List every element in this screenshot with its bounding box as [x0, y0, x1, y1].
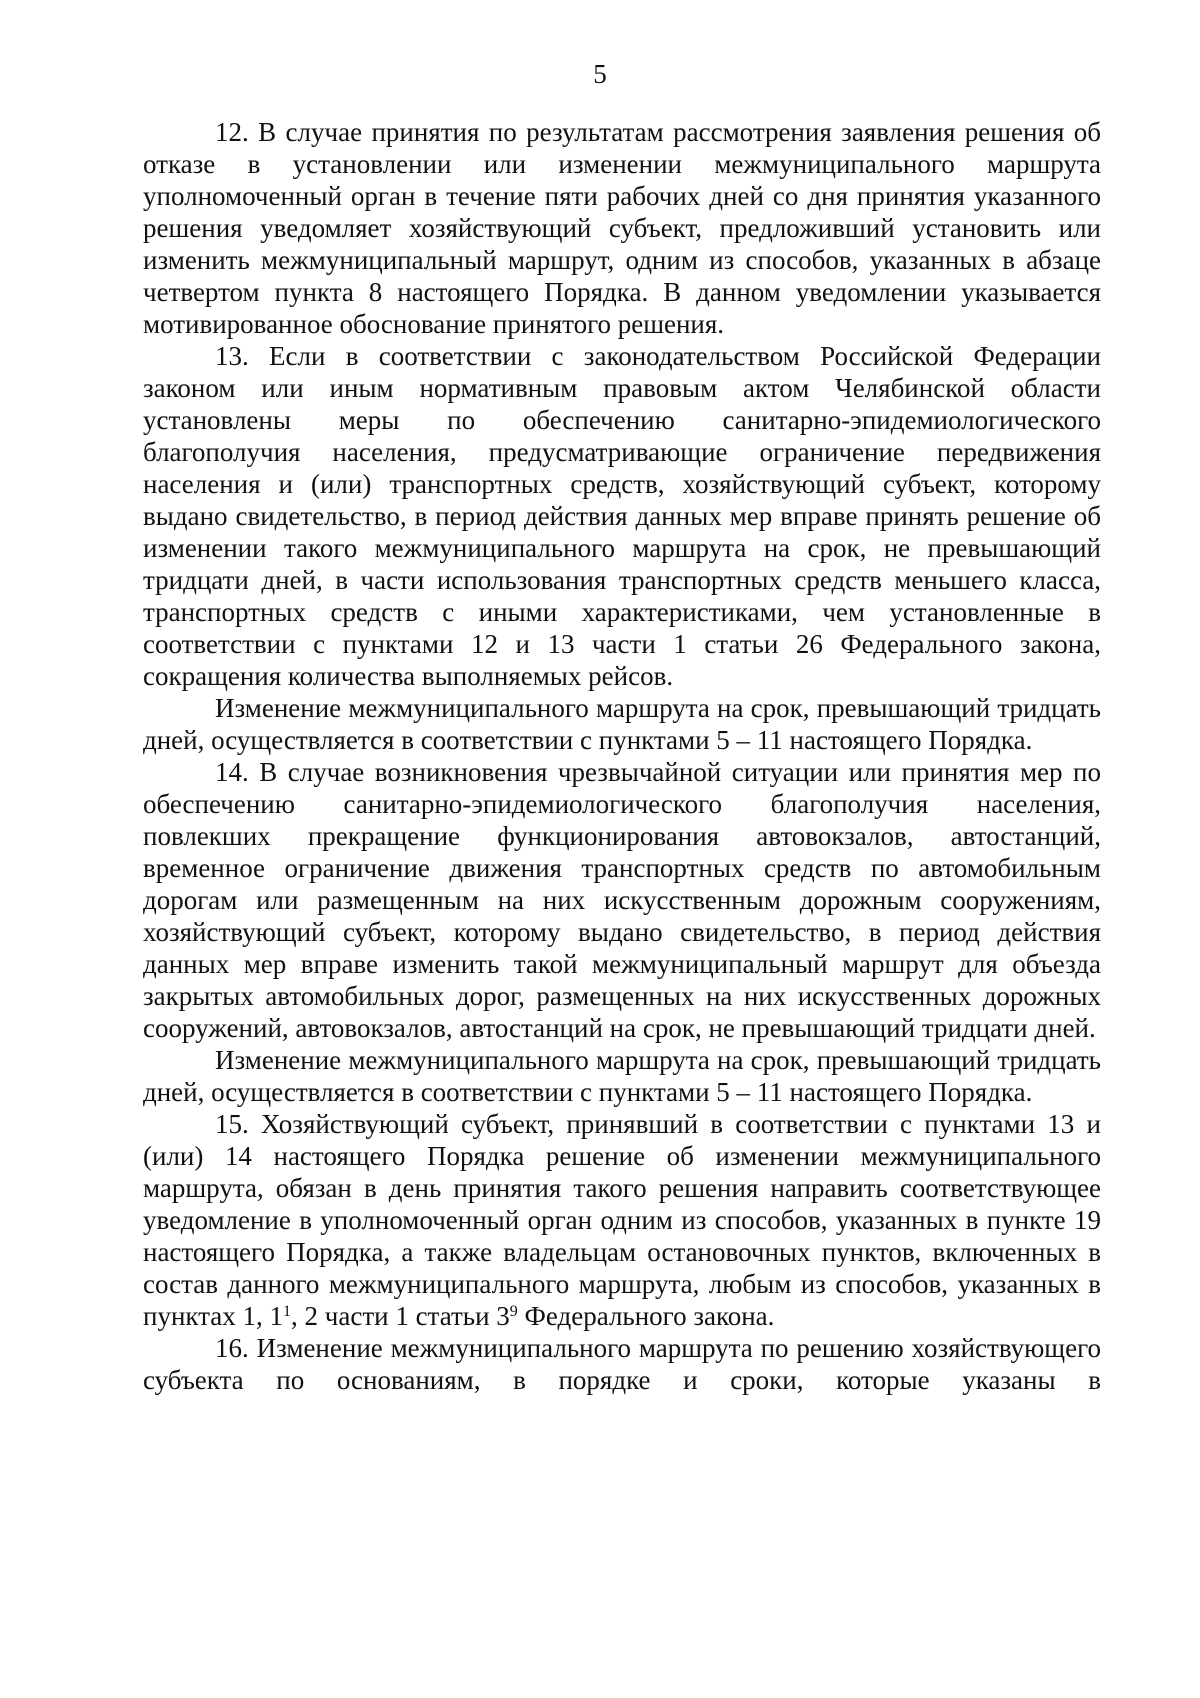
document-body — [143, 116, 1101, 1396]
paragraph-15-middle: , 2 части 1 статьи 3 — [291, 1301, 510, 1331]
paragraph-13: 13. Если в соответствии с законодательством Российской Федерации законом или иным нормативным правовым актом Челябинской области установлены меры по обеспечению санитарно-эпидемиологического благополучия населения, предусматривающие ограничение передвижения населения и (или) транспортных средств, хозяйствующий субъект, которому выдано свидетельство, в период действия данных мер вправе принять решение об изменении такого межмуниципального маршрута на срок, не превышающий тридцати дней, в части использования транспортных средств меньшего класса, транспортных средств с иными характеристиками, чем установленные в соответствии с пунктами 12 и 13 части 1 статьи 26 Федерального закона, сокращения количества выполняемых рейсов. — [143, 341, 1101, 691]
page-number: 5 — [593, 59, 607, 89]
paragraph-14-extension: Изменение межмуниципального маршрута на срок, превышающий тридцать дней, осуществляется в соответствии с пунктами 5 – 11 настоящего Порядка. — [143, 1045, 1101, 1107]
paragraph-13-extension: Изменение межмуниципального маршрута на срок, превышающий тридцать дней, осуществляется в соответствии с пунктами 5 – 11 настоящего Порядка. — [143, 693, 1101, 755]
paragraph-15-text: 15. Хозяйствующий субъект, принявший в соответствии с пунктами 13 и (или) 14 настоящего Порядка решение об изменении межмуниципального маршрута, обязан в день принятия такого решения направить соответствующее уведомление в уполномоченный орган одним из способов, указанных в пункте 19 настоящего Порядка, а также владельцам остановочных пунктов, включенных в состав данного межмуниципального маршрута, любым из способов, указанных в пунктах 1, 1 — [143, 1109, 1101, 1331]
paragraph-12: 12. В случае принятия по результатам рассмотрения заявления решения об отказе в установлении или изменении межмуниципального маршрута уполномоченный орган в течение пяти рабочих дней со дня принятия указанного решения уведомляет хозяйствующий субъект, предложивший установить или изменить межмуниципальный маршрут, одним из способов, указанных в абзаце четвертом пункта 8 настоящего Порядка. В данном уведомлении указывается мотивированное обоснование принятого решения. — [143, 117, 1101, 339]
paragraph-14: 14. В случае возникновения чрезвычайной ситуации или принятия мер по обеспечению санитарно-эпидемиологического благополучия населения, повлекших прекращение функционирования автовокзалов, автостанций, временное ограничение движения транспортных средств по автомобильным дорогам или размещенным на них искусственным дорожным сооружениям, хозяйствующий субъект, которому выдано свидетельство, в период действия данных мер вправе изменить такой межмуниципальный маршрут для объезда закрытых автомобильных дорог, размещенных на них искусственных дорожных сооружений, автовокзалов, автостанций на срок, не превышающий тридцати дней. — [143, 757, 1101, 1043]
paragraph-15 — [143, 1108, 1101, 1332]
superscript-1: 1 — [283, 1303, 292, 1320]
superscript-9: 9 — [509, 1303, 518, 1320]
paragraph-15-end: Федерального закона. — [517, 1301, 775, 1331]
paragraph-16: 16. Изменение межмуниципального маршрута по решению хозяйствующего субъекта по основаниям, в порядке и сроки, которые указаны в — [143, 1333, 1101, 1395]
